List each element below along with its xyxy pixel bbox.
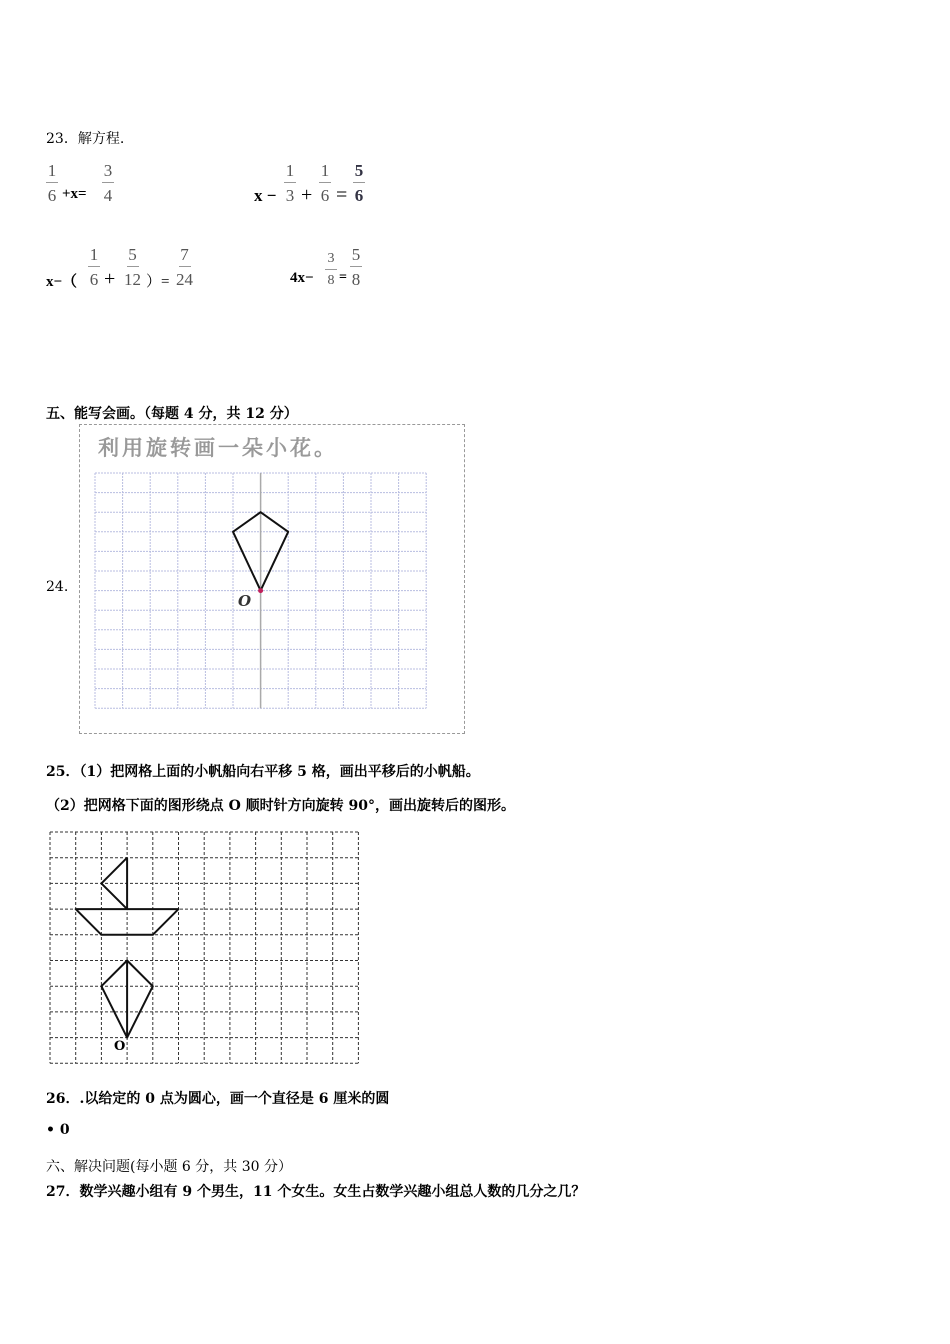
q24-number: 24. (46, 579, 69, 595)
point-o-label: O (238, 592, 252, 610)
operator: + (104, 268, 116, 290)
denominator: 6 (354, 186, 364, 205)
point-o-label: O (114, 1039, 126, 1054)
operator: = (339, 270, 347, 285)
numerator: 5 (353, 162, 365, 183)
numerator: 1 (88, 246, 100, 267)
denominator: 6 (89, 270, 99, 289)
numerator: 1 (319, 162, 331, 183)
numerator: 5 (350, 246, 362, 267)
q23-label: 23．解方程. (46, 131, 125, 147)
q25-line2: （2）把网格下面的图形绕点 O 顺时针方向旋转 90°，画出旋转后的图形。 (46, 798, 516, 814)
denominator: 12 (124, 270, 141, 289)
section-5-title: 五、能写会画。（每题 4 分，共 12 分） (46, 406, 298, 422)
q24-image-caption: 利用旋转画一朵小花。 (98, 435, 338, 460)
operator: +x= (62, 186, 87, 202)
numerator: 3 (102, 162, 114, 183)
q25-line1: 25．（1）把网格上面的小帆船向右平移 5 格，画出平移后的小帆船。 (46, 764, 480, 780)
numerator: 3 (325, 252, 337, 270)
numerator: 5 (127, 246, 139, 267)
operator: + (301, 184, 313, 206)
q26-point: • 0 (46, 1122, 70, 1138)
operator: x − (254, 186, 277, 205)
denominator: 8 (327, 273, 335, 288)
denominator: 3 (285, 186, 295, 205)
operator: ）= (146, 274, 170, 290)
denominator: 6 (320, 186, 330, 205)
denominator: 24 (176, 270, 193, 289)
q27-text: 27．数学兴趣小组有 9 个男生，11 个女生。女生占数学兴趣小组总人数的几分之几？ (46, 1184, 586, 1200)
q26-line1: 26．.以给定的 0 点为圆心，画一个直径是 6 厘米的圆 (46, 1091, 390, 1107)
numerator: 1 (46, 162, 58, 183)
section-6-title: 六、解决问题(每小题 6 分，共 30 分） (46, 1159, 292, 1175)
operator: x−（ (46, 274, 78, 290)
denominator: 8 (351, 270, 361, 289)
denominator: 4 (103, 186, 113, 205)
numerator: 7 (179, 246, 191, 267)
operator: 4x− (290, 270, 314, 286)
operator: = (336, 184, 348, 206)
numerator: 1 (284, 162, 296, 183)
denominator: 6 (47, 186, 57, 205)
